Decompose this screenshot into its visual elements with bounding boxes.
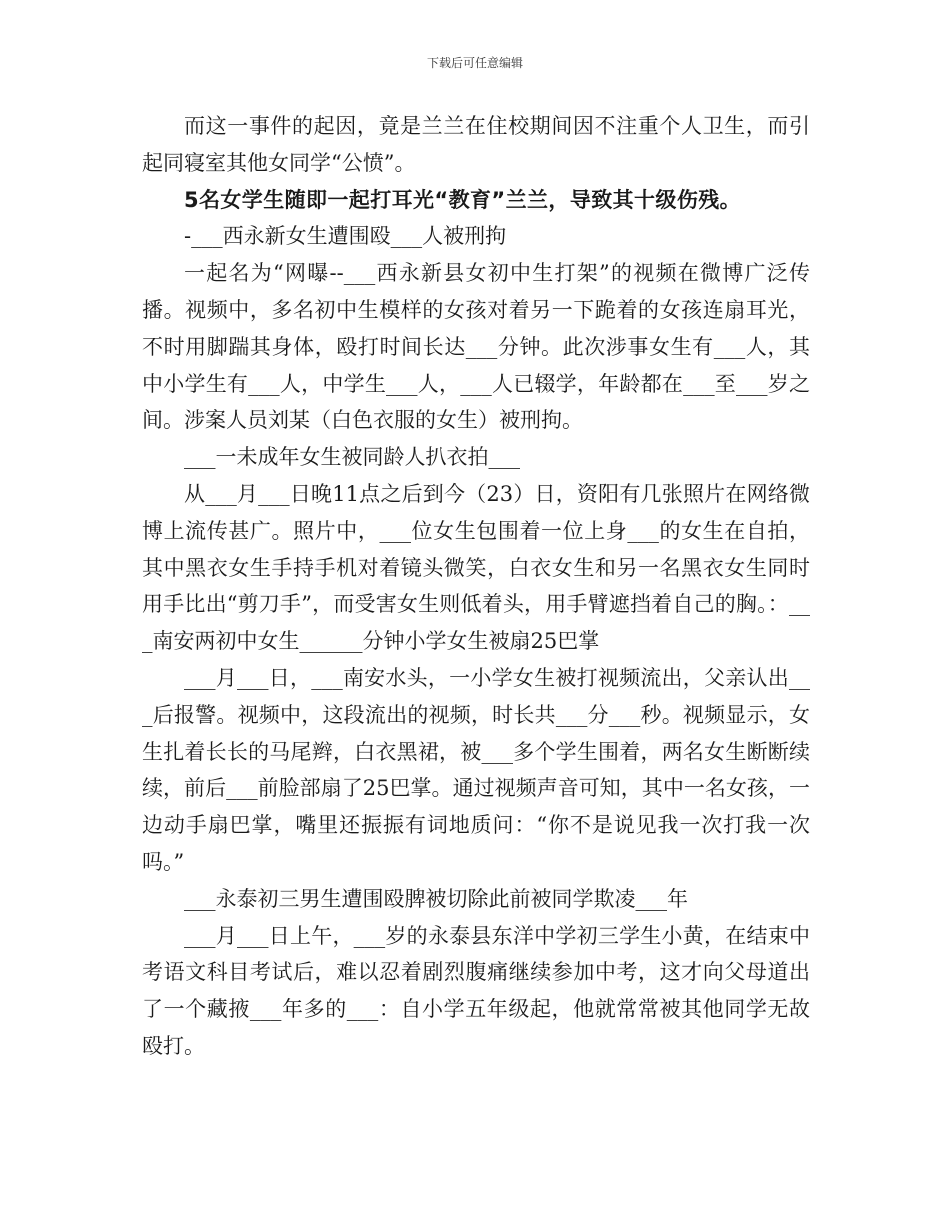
section-heading-ziyang: ___一未成年女生被同龄人扒衣拍___ bbox=[184, 445, 520, 470]
document-body bbox=[142, 108, 810, 1065]
paragraph-yongtai-student: ___月___日上午，___岁的永泰县东洋中学初三学生小黄，在结束中考语文科目考试后，难以忍着剧烈腹痛继续参加中考，这才向父母道出了一个藏掖___年多的___：自小学五年级起，他就常常被其他同学无故殴打。 bbox=[142, 923, 810, 1058]
paragraph-ziyang-photos: 从___月___日晚11点之后到今（23）日，资阳有几张照片在网络微博上流传甚广。照片中，___位女生包围着一位上身___的女生在自拍，其中黑衣女生手持手机对着镜头微笑，白衣女生和另一名黑衣女生同时用手比出“剪刀手”，而受害女生则低着头，用手臂遮挡着自己的胸。：___南安两初中女生______分钟小学女生被扇25巴掌 bbox=[142, 481, 810, 654]
page-header: 下载后可任意编辑 bbox=[426, 56, 523, 70]
paragraph-incident-cause: 而这一事件的起因，竟是兰兰在住校期间因不注重个人卫生，而引起同寝室其他女同学“公愤”。 bbox=[142, 114, 810, 175]
paragraph-nanan-video: ___月___日，___南安水头，一小学女生被打视频流出，父亲认出___后报警。视频中，这段流出的视频，时长共___分___秒。视频显示，女生扎着长长的马尾辫，白衣黑裙，被___多个学生围着，两名女生断断续续，前后___前脸部扇了25巴掌。通过视频声音可知，其中一名女孩，一边动手扇巴掌，嘴里还振振有词地质问：“你不是说见我一次打我一次吗。” bbox=[142, 665, 810, 874]
paragraph-bold-summary: 5名女学生随即一起打耳光“教育”兰兰，导致其十级伤残。 bbox=[184, 187, 742, 212]
section-heading-xiyongxin: -___西永新女生遭围殴___人被刑拘 bbox=[184, 224, 507, 249]
section-heading-yongtai: ___永泰初三男生遭围殴脾被切除此前被同学欺凌___年 bbox=[184, 886, 688, 911]
paragraph-xiyongxin-video: 一起名为“网曝--___西永新县女初中生打架”的视频在微博广泛传播。视频中，多名初中生模样的女孩对着另一下跪着的女孩连扇耳光，不时用脚踹其身体，殴打时间长达___分钟。此次涉事女生有___人，其中小学生有___人，中学生___人，___人已辍学，年龄都在___至___岁之间。涉案人员刘某（白色衣服的女生）被刑拘。 bbox=[142, 261, 810, 433]
